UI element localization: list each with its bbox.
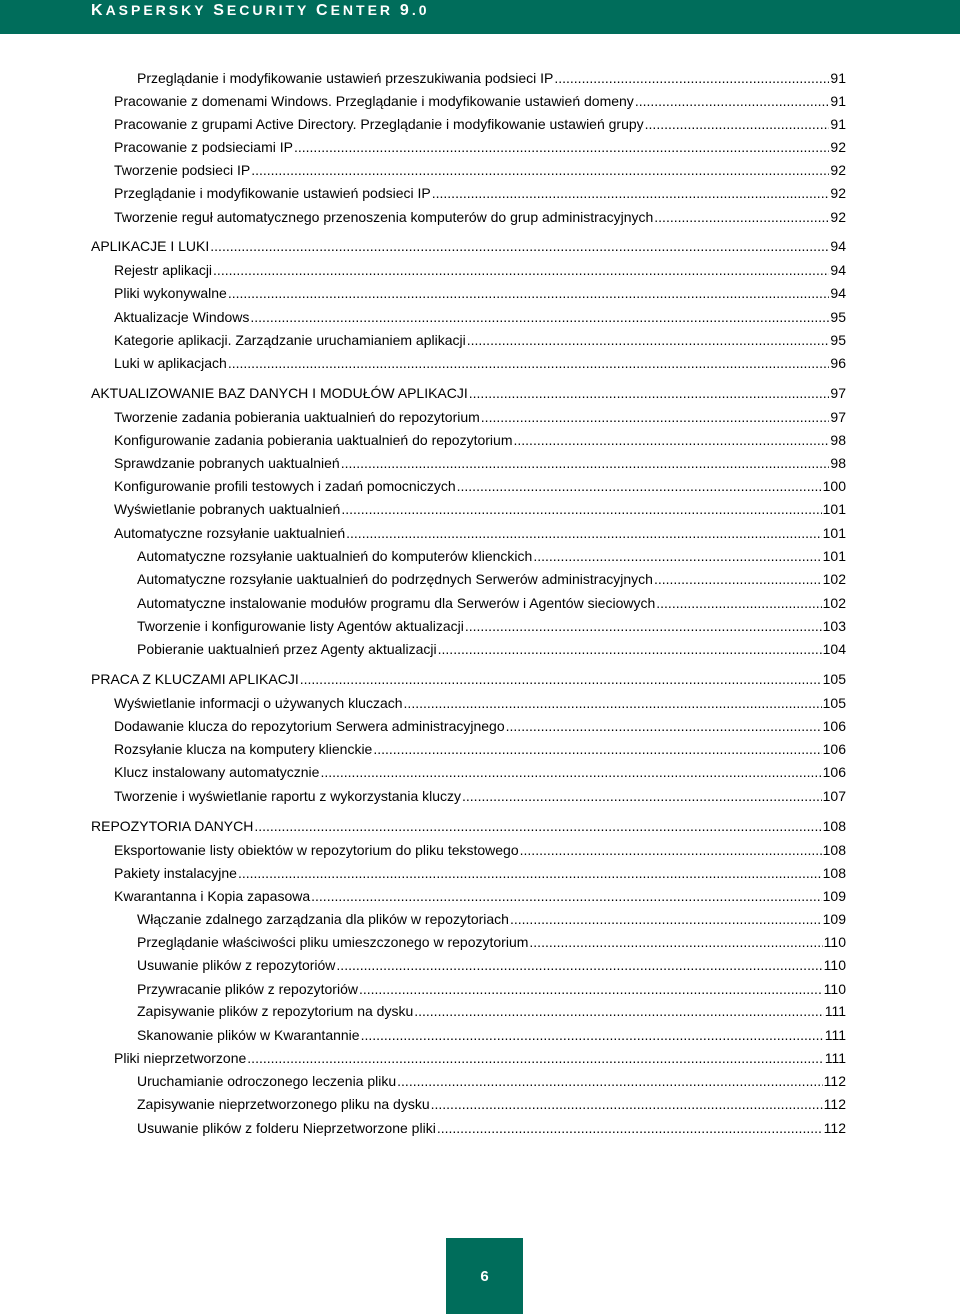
toc-entry[interactable] <box>114 308 846 326</box>
toc-entry[interactable] <box>137 640 846 658</box>
toc-dot-leader <box>645 115 830 133</box>
toc-entry-page: 112 <box>823 1073 846 1089</box>
toc-entry-title: Dodawanie klucza do repozytorium Serwera administracyjnego <box>114 718 505 734</box>
toc-entry-page: 111 <box>824 1027 846 1043</box>
toc-entry-page: 106 <box>822 741 846 757</box>
toc-entry-title: Sprawdzanie pobranych uaktualnień <box>114 455 340 471</box>
toc-entry-page: 102 <box>822 595 846 611</box>
toc-entry-page: 94 <box>830 262 846 278</box>
toc-entry-title: Rejestr aplikacji <box>114 262 213 278</box>
toc-entry-page: 95 <box>830 332 846 348</box>
toc-entry-title: Luki w aplikacjach <box>114 355 227 371</box>
toc-dot-leader <box>251 161 829 179</box>
toc-entry-title: Automatyczne instalowanie modułów programu dla Serwerów i Agentów sieciowych <box>137 595 656 611</box>
toc-entry[interactable] <box>114 431 846 449</box>
toc-dot-leader <box>346 524 822 542</box>
toc-dot-leader <box>654 570 822 588</box>
toc-dot-leader <box>469 384 830 402</box>
toc-entry-page: 95 <box>830 309 846 325</box>
toc-entry-title: Uruchamianie odroczonego leczenia pliku <box>137 1073 397 1089</box>
toc-entry-page: 97 <box>830 409 846 425</box>
toc-dot-leader <box>250 308 829 326</box>
toc-entry-title: Klucz instalowany automatycznie <box>114 764 320 780</box>
toc-entry-page: 101 <box>822 548 846 564</box>
toc-dot-leader <box>529 933 822 951</box>
toc-entry[interactable] <box>114 864 846 882</box>
toc-entry-title: Automatyczne rozsyłanie uaktualnień do komputerów klienckich <box>137 548 533 564</box>
toc-entry-title: Pakiety instalacyjne <box>114 865 237 881</box>
toc-entry[interactable] <box>91 817 846 835</box>
toc-entry[interactable] <box>114 524 846 542</box>
toc-entry[interactable] <box>114 841 846 859</box>
toc-entry-page: 92 <box>830 162 846 178</box>
toc-dot-leader <box>336 956 822 974</box>
toc-dot-leader <box>432 184 830 202</box>
toc-entry-page: 91 <box>830 93 846 109</box>
toc-entry-title: Tworzenie podsieci IP <box>114 162 251 178</box>
toc-entry-page: 106 <box>822 718 846 734</box>
toc-entry[interactable] <box>114 331 846 349</box>
toc-entry[interactable] <box>137 980 846 998</box>
toc-dot-leader <box>437 1119 823 1137</box>
toc-entry[interactable] <box>114 717 846 735</box>
toc-dot-leader <box>359 980 823 998</box>
toc-entry-title: Zapisywanie plików z repozytorium na dysku <box>137 1003 414 1019</box>
toc-entry-page: 107 <box>822 788 846 804</box>
toc-entry-page: 112 <box>823 1096 846 1112</box>
toc-dot-leader <box>635 92 830 110</box>
toc-dot-leader <box>520 841 822 859</box>
toc-dot-leader <box>300 670 822 688</box>
toc-entry-title: Zapisywanie nieprzetworzonego pliku na dysku <box>137 1096 430 1112</box>
toc-entry-title: Pobieranie uaktualnień przez Agenty aktualizacji <box>137 641 437 657</box>
toc-entry-page: 92 <box>830 139 846 155</box>
toc-entry[interactable] <box>114 787 846 805</box>
toc-entry-title: Przeglądanie i modyfikowanie ustawień podsieci IP <box>114 185 431 201</box>
toc-entry-title: Pracowanie z podsieciami IP <box>114 139 293 155</box>
toc-entry-page: 98 <box>830 455 846 471</box>
toc-dot-leader <box>341 454 830 472</box>
toc-entry-title: PRACA Z KLUCZAMI APLIKACJI <box>91 671 299 687</box>
toc-entry[interactable] <box>137 910 846 928</box>
toc-dot-leader <box>320 763 821 781</box>
toc-entry[interactable] <box>114 284 846 302</box>
toc-dot-leader <box>414 1002 823 1020</box>
toc-entry-page: 101 <box>822 501 846 517</box>
toc-entry-page: 103 <box>822 618 846 634</box>
toc-entry-page: 91 <box>830 70 846 86</box>
toc-entry-page: 108 <box>822 865 846 881</box>
toc-entry[interactable] <box>114 763 846 781</box>
toc-dot-leader <box>238 864 822 882</box>
toc-entry[interactable] <box>114 694 846 712</box>
toc-entry-title: Kwarantanna i Kopia zapasowa <box>114 888 311 904</box>
toc-entry-page: 92 <box>830 185 846 201</box>
toc-entry[interactable] <box>114 261 846 279</box>
toc-entry-title: Wyświetlanie pobranych uaktualnień <box>114 501 341 517</box>
toc-dot-leader <box>462 787 822 805</box>
toc-entry[interactable] <box>114 92 846 110</box>
toc-entry[interactable] <box>114 477 846 495</box>
toc-entry-title: Tworzenie zadania pobierania uaktualnień do repozytorium <box>114 409 480 425</box>
toc-entry-title: Pracowanie z domenami Windows. Przeglądanie i modyfikowanie ustawień domeny <box>114 93 634 109</box>
toc-entry-page: 110 <box>823 934 846 950</box>
toc-entry-page: 96 <box>830 355 846 371</box>
toc-entry-title: Aktualizacje Windows <box>114 309 250 325</box>
toc-entry-page: 110 <box>823 981 846 997</box>
toc-entry-title: Pliki nieprzetworzone <box>114 1050 247 1066</box>
page-number-box <box>446 1238 523 1314</box>
toc-entry-title: Przeglądanie i modyfikowanie ustawień przeszukiwania podsieci IP <box>137 70 554 86</box>
toc-entry-page: 108 <box>822 842 846 858</box>
toc-entry-title: AKTUALIZOWANIE BAZ DANYCH I MODUŁÓW APLIKACJI <box>91 385 468 401</box>
toc-dot-leader <box>213 261 829 279</box>
page-number: 6 <box>480 1267 489 1285</box>
toc-dot-leader <box>431 1095 823 1113</box>
toc-dot-leader <box>533 547 821 565</box>
toc-entry-page: 97 <box>830 385 846 401</box>
toc-entry[interactable] <box>137 1072 846 1090</box>
toc-entry-page: 91 <box>830 116 846 132</box>
toc-entry-page: 98 <box>830 432 846 448</box>
toc-entry[interactable] <box>137 1002 846 1020</box>
toc-entry-title: Automatyczne rozsyłanie uaktualnień <box>114 525 346 541</box>
toc-entry-page: 104 <box>822 641 846 657</box>
toc-entry-title: Tworzenie i wyświetlanie raportu z wykorzystania kluczy <box>114 788 462 804</box>
toc-entry[interactable] <box>91 237 846 255</box>
toc-entry-title: Konfigurowanie zadania pobierania uaktualnień do repozytorium <box>114 432 513 448</box>
toc-dot-leader <box>467 331 830 349</box>
toc-entry[interactable] <box>137 547 846 565</box>
toc-dot-leader <box>311 887 822 905</box>
toc-entry-page: 112 <box>823 1120 846 1136</box>
toc-entry[interactable] <box>114 184 846 202</box>
toc-dot-leader <box>656 594 821 612</box>
toc-entry-title: Pracowanie z grupami Active Directory. Przeglądanie i modyfikowanie ustawień grupy <box>114 116 644 132</box>
toc-dot-leader <box>254 817 821 835</box>
toc-entry[interactable] <box>114 887 846 905</box>
toc-entry-title: Automatyczne rozsyłanie uaktualnień do podrzędnych Serwerów administracyjnych <box>137 571 653 587</box>
toc-entry-title: Przywracanie plików z repozytoriów <box>137 981 358 997</box>
toc-entry-title: Tworzenie reguł automatycznego przenoszenia komputerów do grup administracyjnych <box>114 209 654 225</box>
toc-dot-leader <box>465 617 822 635</box>
toc-dot-leader <box>294 138 829 156</box>
toc-entry[interactable] <box>137 933 846 951</box>
header-title: KASPERSKY SECURITY CENTER 9.0 <box>91 2 430 19</box>
toc-entry-page: 105 <box>822 671 846 687</box>
toc-dot-leader <box>341 500 821 518</box>
toc-entry-page: 110 <box>823 957 846 973</box>
toc-entry-title: Włączanie zdalnego zarządzania dla plików w repozytoriach <box>137 911 509 927</box>
toc-entry-title: Tworzenie i konfigurowanie listy Agentów aktualizacji <box>137 618 464 634</box>
toc-entry-title: Usuwanie plików z folderu Nieprzetworzone pliki <box>137 1120 436 1136</box>
toc-entry[interactable] <box>91 670 846 688</box>
toc-entry-page: 100 <box>822 478 846 494</box>
toc-dot-leader <box>247 1049 823 1067</box>
toc-entry-page: 92 <box>830 209 846 225</box>
toc-entry-title: APLIKACJE I LUKI <box>91 238 210 254</box>
toc-entry-page: 94 <box>830 238 846 254</box>
toc-dot-leader <box>210 237 829 255</box>
toc-entry-title: REPOZYTORIA DANYCH <box>91 818 254 834</box>
toc-entry-page: 109 <box>822 888 846 904</box>
toc-dot-leader <box>457 477 822 495</box>
toc-entry-title: Konfigurowanie profili testowych i zadań pomocniczych <box>114 478 456 494</box>
toc-dot-leader <box>506 717 822 735</box>
toc-entry-title: Pliki wykonywalne <box>114 285 227 301</box>
toc-entry-page: 105 <box>822 695 846 711</box>
toc-entry[interactable] <box>137 1026 846 1044</box>
toc-entry-page: 109 <box>822 911 846 927</box>
toc-dot-leader <box>361 1026 824 1044</box>
toc-entry-title: Przeglądanie właściwości pliku umieszczonego w repozytorium <box>137 934 529 950</box>
toc-entry[interactable] <box>91 384 846 402</box>
toc-entry-page: 106 <box>822 764 846 780</box>
toc-dot-leader <box>481 408 830 426</box>
toc-dot-leader <box>404 694 822 712</box>
toc-entry[interactable] <box>137 956 846 974</box>
toc-dot-leader <box>510 910 822 928</box>
toc-entry[interactable] <box>114 740 846 758</box>
toc-entry-title: Kategorie aplikacji. Zarządzanie uruchamianiem aplikacji <box>114 332 466 348</box>
toc-entry-title: Eksportowanie listy obiektów w repozytorium do pliku tekstowego <box>114 842 519 858</box>
toc-entry-page: 111 <box>824 1050 846 1066</box>
toc-entry[interactable] <box>114 500 846 518</box>
toc-entry[interactable] <box>137 1119 846 1137</box>
toc-entry[interactable] <box>114 1049 846 1067</box>
toc-dot-leader <box>397 1072 823 1090</box>
toc-dot-leader <box>514 431 830 449</box>
toc-entry[interactable] <box>114 354 846 372</box>
toc-entry-page: 94 <box>830 285 846 301</box>
toc-entry-title: Rozsyłanie klucza na komputery klienckie <box>114 741 373 757</box>
toc-dot-leader <box>373 740 821 758</box>
toc-entry-page: 108 <box>822 818 846 834</box>
toc-dot-leader <box>438 640 822 658</box>
toc-entry[interactable] <box>114 208 846 226</box>
toc-dot-leader <box>228 354 830 372</box>
toc-dot-leader <box>554 69 829 87</box>
toc-entry-title: Usuwanie plików z repozytoriów <box>137 957 336 973</box>
toc-entry[interactable] <box>114 115 846 133</box>
toc-entry-page: 111 <box>824 1003 846 1019</box>
toc-entry[interactable] <box>137 617 846 635</box>
toc-entry-page: 102 <box>822 571 846 587</box>
page-header <box>0 0 960 34</box>
toc-dot-leader <box>654 208 829 226</box>
toc-entry[interactable] <box>137 594 846 612</box>
toc-entry[interactable] <box>114 454 846 472</box>
toc-entry[interactable] <box>114 138 846 156</box>
toc-entry[interactable] <box>137 570 846 588</box>
toc-dot-leader <box>228 284 830 302</box>
toc-entry-page: 101 <box>822 525 846 541</box>
toc-entry[interactable] <box>114 408 846 426</box>
toc-entry[interactable] <box>114 161 846 179</box>
toc-entry-title: Wyświetlanie informacji o używanych kluczach <box>114 695 403 711</box>
toc-entry[interactable] <box>137 69 846 87</box>
toc-entry[interactable] <box>137 1095 846 1113</box>
toc-entry-title: Skanowanie plików w Kwarantannie <box>137 1027 360 1043</box>
